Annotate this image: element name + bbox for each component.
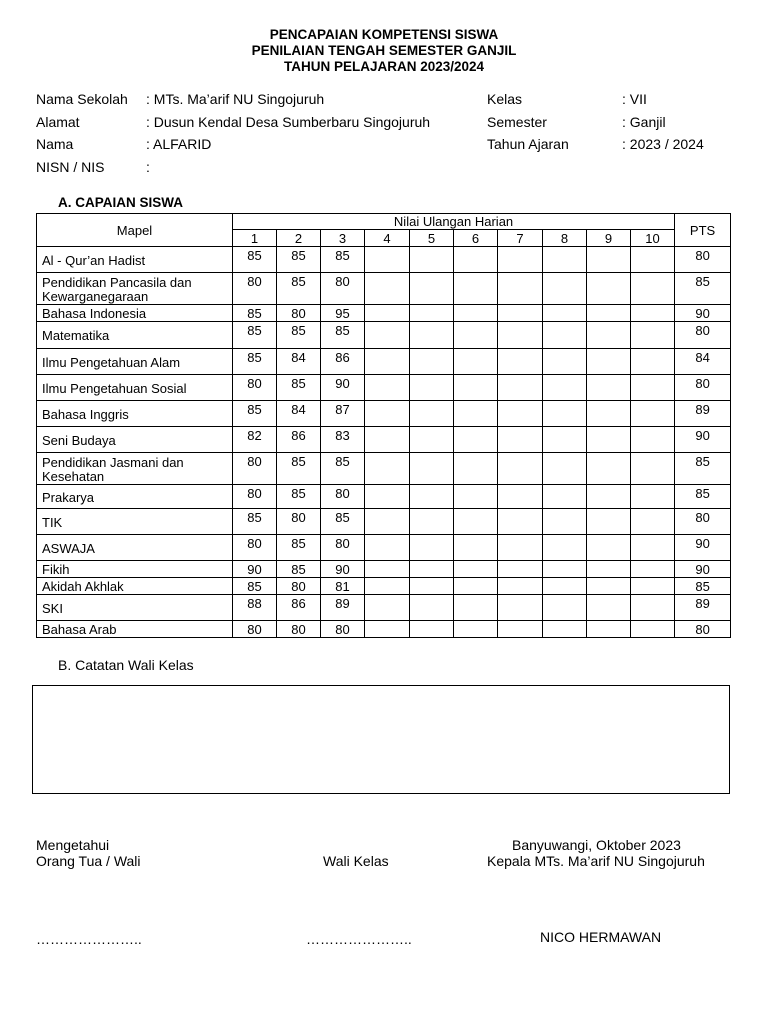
score-cell <box>587 578 631 595</box>
pts-cell: 80 <box>675 509 731 535</box>
score-cell: 84 <box>277 401 321 427</box>
score-cell <box>365 375 410 401</box>
mapel-cell: Fikih <box>37 561 233 578</box>
score-cell: 85 <box>277 453 321 485</box>
score-cell <box>498 322 543 349</box>
score-cell <box>498 509 543 535</box>
score-cell <box>587 509 631 535</box>
nilai-header: Nilai Ulangan Harian <box>233 214 675 230</box>
score-cell <box>454 322 498 349</box>
info-value: : 2023 / 2024 <box>622 136 704 152</box>
score-cell <box>410 578 454 595</box>
pts-cell: 85 <box>675 578 731 595</box>
column-number-header: 1 <box>233 230 277 247</box>
score-cell: 85 <box>277 273 321 305</box>
score-cell <box>587 247 631 273</box>
score-cell: 85 <box>321 322 365 349</box>
signature-line-parent: ………………….. <box>36 931 142 947</box>
score-cell <box>498 621 543 638</box>
score-cell <box>410 305 454 322</box>
table-row <box>37 453 731 485</box>
score-cell <box>543 535 587 561</box>
score-cell: 80 <box>233 535 277 561</box>
score-cell: 80 <box>233 273 277 305</box>
score-cell <box>587 273 631 305</box>
score-cell <box>410 322 454 349</box>
score-cell: 86 <box>321 349 365 375</box>
column-number-header: 8 <box>543 230 587 247</box>
pts-cell: 85 <box>675 273 731 305</box>
score-cell <box>631 621 675 638</box>
score-cell <box>410 595 454 621</box>
score-cell <box>587 595 631 621</box>
score-cell <box>454 453 498 485</box>
table-row <box>37 595 731 621</box>
pts-cell: 80 <box>675 375 731 401</box>
score-cell <box>631 305 675 322</box>
score-cell <box>587 535 631 561</box>
section-a-title: A. CAPAIAN SISWA <box>58 195 184 210</box>
score-cell <box>410 427 454 453</box>
info-label: Semester <box>487 113 547 130</box>
score-cell <box>631 349 675 375</box>
score-cell <box>410 561 454 578</box>
score-cell: 80 <box>233 485 277 509</box>
score-cell <box>454 401 498 427</box>
score-cell <box>498 595 543 621</box>
score-cell <box>410 535 454 561</box>
table-row <box>37 578 731 595</box>
score-cell <box>587 375 631 401</box>
score-cell <box>365 485 410 509</box>
score-cell: 85 <box>233 247 277 273</box>
info-row-alamat <box>36 111 430 134</box>
header-subtitle: PENILAIAN TENGAH SEMESTER GANJIL <box>251 43 517 58</box>
score-cell: 80 <box>321 273 365 305</box>
score-cell <box>587 427 631 453</box>
score-cell: 89 <box>321 595 365 621</box>
table-row <box>37 485 731 509</box>
score-cell <box>543 305 587 322</box>
info-row-nama-sekolah <box>36 88 430 111</box>
column-number-header: 2 <box>277 230 321 247</box>
score-cell <box>543 561 587 578</box>
score-cell <box>631 401 675 427</box>
score-cell <box>587 621 631 638</box>
column-number-header: 4 <box>365 230 410 247</box>
score-cell <box>410 453 454 485</box>
score-cell <box>454 509 498 535</box>
table-row <box>37 535 731 561</box>
score-cell: 85 <box>277 247 321 273</box>
score-cell: 85 <box>321 247 365 273</box>
score-cell: 90 <box>233 561 277 578</box>
mapel-header: Mapel <box>37 214 233 247</box>
score-cell <box>543 485 587 509</box>
student-info-left <box>36 88 430 178</box>
score-cell: 85 <box>233 578 277 595</box>
score-cell: 85 <box>277 535 321 561</box>
score-cell: 81 <box>321 578 365 595</box>
score-cell <box>454 427 498 453</box>
mapel-cell: Ilmu Pengetahuan Alam <box>37 349 233 375</box>
mapel-cell: Bahasa Indonesia <box>37 305 233 322</box>
kepala-title: Kepala MTs. Ma’arif NU Singojuruh <box>487 853 705 869</box>
score-cell: 83 <box>321 427 365 453</box>
score-cell: 85 <box>233 322 277 349</box>
column-number-header: 7 <box>498 230 543 247</box>
score-cell <box>365 595 410 621</box>
score-cell <box>498 401 543 427</box>
score-cell <box>631 322 675 349</box>
pts-cell: 80 <box>675 247 731 273</box>
score-cell <box>410 401 454 427</box>
score-cell <box>631 273 675 305</box>
score-cell: 80 <box>277 578 321 595</box>
score-cell <box>454 561 498 578</box>
wali-kelas-label: Wali Kelas <box>323 853 389 869</box>
mapel-cell: Al - Qur’an Hadist <box>37 247 233 273</box>
table-header-row <box>37 214 731 230</box>
score-cell <box>498 561 543 578</box>
score-cell <box>498 535 543 561</box>
info-value: : Ganjil <box>622 113 666 130</box>
score-cell: 85 <box>277 485 321 509</box>
score-cell <box>454 375 498 401</box>
score-cell <box>498 273 543 305</box>
score-cell <box>410 247 454 273</box>
score-cell <box>454 305 498 322</box>
pts-cell: 80 <box>675 621 731 638</box>
info-row-nama <box>36 133 430 156</box>
score-cell: 86 <box>277 595 321 621</box>
info-value: : VII <box>622 91 647 107</box>
score-cell <box>498 485 543 509</box>
column-number-header: 9 <box>587 230 631 247</box>
header-year: TAHUN PELAJARAN 2023/2024 <box>283 59 485 74</box>
column-number-header: 6 <box>454 230 498 247</box>
pts-header: PTS <box>675 214 731 247</box>
score-cell <box>365 561 410 578</box>
score-cell <box>410 273 454 305</box>
score-cell <box>587 485 631 509</box>
info-label: NISN / NIS <box>36 158 105 175</box>
score-cell <box>631 427 675 453</box>
score-cell <box>498 349 543 375</box>
score-cell: 95 <box>321 305 365 322</box>
score-cell <box>631 453 675 485</box>
score-cell <box>498 375 543 401</box>
pts-cell: 90 <box>675 561 731 578</box>
grades-body <box>37 247 731 638</box>
info-label: Nama <box>36 136 74 152</box>
pts-cell: 89 <box>675 595 731 621</box>
score-cell <box>454 349 498 375</box>
section-b-title: B. Catatan Wali Kelas <box>58 657 194 673</box>
info-row-tahun-ajaran <box>487 133 704 156</box>
mapel-cell: Matematika <box>37 322 233 349</box>
score-cell <box>543 401 587 427</box>
mapel-cell: ASWAJA <box>37 535 233 561</box>
info-value: : Dusun Kendal Desa Sumberbaru Singojuruh <box>146 113 431 130</box>
pts-cell: 89 <box>675 401 731 427</box>
score-cell <box>587 349 631 375</box>
score-cell <box>498 427 543 453</box>
score-cell: 84 <box>277 349 321 375</box>
score-cell: 80 <box>277 305 321 322</box>
score-cell <box>454 535 498 561</box>
score-cell <box>543 375 587 401</box>
info-row-kelas <box>487 88 704 111</box>
table-row <box>37 322 731 349</box>
score-cell <box>631 561 675 578</box>
score-cell <box>365 273 410 305</box>
mapel-cell: Prakarya <box>37 485 233 509</box>
info-value: : ALFARID <box>146 136 212 152</box>
pts-cell: 85 <box>675 453 731 485</box>
info-label: Alamat <box>36 113 80 130</box>
mapel-cell: Seni Budaya <box>37 427 233 453</box>
mapel-cell: Bahasa Arab <box>37 621 233 638</box>
score-cell <box>587 305 631 322</box>
score-cell: 85 <box>277 561 321 578</box>
student-info-right <box>487 88 704 156</box>
score-cell: 85 <box>233 305 277 322</box>
info-label: Kelas <box>487 91 523 107</box>
signature-line-wali: ………………….. <box>306 931 412 947</box>
pts-cell: 85 <box>675 485 731 509</box>
info-row-nisn <box>36 156 430 179</box>
mapel-cell: Pendidikan Pancasila dan Kewarganegaraan <box>37 273 233 305</box>
score-cell <box>543 247 587 273</box>
header-title: PENCAPAIAN KOMPETENSI SISWA <box>269 27 499 42</box>
score-cell <box>631 485 675 509</box>
table-row <box>37 509 731 535</box>
mapel-cell: Ilmu Pengetahuan Sosial <box>37 375 233 401</box>
score-cell: 85 <box>277 322 321 349</box>
table-row <box>37 247 731 273</box>
info-label: Nama Sekolah <box>36 91 128 107</box>
score-cell <box>543 349 587 375</box>
catatan-box <box>32 685 730 794</box>
column-number-header: 10 <box>631 230 675 247</box>
score-cell <box>410 485 454 509</box>
table-row <box>37 375 731 401</box>
info-label: Tahun Ajaran <box>487 136 569 152</box>
score-cell <box>498 305 543 322</box>
table-row <box>37 305 731 322</box>
score-cell: 85 <box>233 349 277 375</box>
table-row <box>37 401 731 427</box>
score-cell: 80 <box>233 621 277 638</box>
score-cell <box>543 427 587 453</box>
score-cell <box>498 453 543 485</box>
score-cell <box>543 509 587 535</box>
score-cell <box>365 578 410 595</box>
score-cell: 80 <box>233 453 277 485</box>
pts-cell: 90 <box>675 535 731 561</box>
score-cell: 80 <box>321 535 365 561</box>
score-cell <box>410 621 454 638</box>
score-cell <box>543 273 587 305</box>
score-cell <box>543 595 587 621</box>
score-cell <box>631 375 675 401</box>
score-cell <box>410 375 454 401</box>
score-cell <box>543 621 587 638</box>
grades-table <box>36 213 731 638</box>
score-cell <box>365 621 410 638</box>
score-cell <box>454 578 498 595</box>
score-cell: 88 <box>233 595 277 621</box>
score-cell <box>365 535 410 561</box>
mapel-cell: SKI <box>37 595 233 621</box>
score-cell: 87 <box>321 401 365 427</box>
score-cell <box>365 427 410 453</box>
score-cell: 90 <box>321 375 365 401</box>
mengetahui-label: Mengetahui <box>36 837 110 853</box>
score-cell: 82 <box>233 427 277 453</box>
info-row-semester <box>487 111 704 134</box>
score-cell: 85 <box>233 401 277 427</box>
pts-cell: 90 <box>675 305 731 322</box>
score-cell <box>454 273 498 305</box>
score-cell <box>631 595 675 621</box>
score-cell: 80 <box>321 485 365 509</box>
score-cell <box>454 247 498 273</box>
pts-cell: 84 <box>675 349 731 375</box>
score-cell: 86 <box>277 427 321 453</box>
table-row <box>37 561 731 578</box>
info-value: : <box>146 158 150 175</box>
score-cell <box>454 621 498 638</box>
score-cell <box>365 453 410 485</box>
kepala-name: NICO HERMAWAN <box>540 929 662 945</box>
table-row <box>37 427 731 453</box>
score-cell: 80 <box>277 509 321 535</box>
pts-cell: 80 <box>675 322 731 349</box>
score-cell: 85 <box>321 453 365 485</box>
score-cell <box>631 535 675 561</box>
score-cell: 85 <box>277 375 321 401</box>
table-row <box>37 349 731 375</box>
signature-parent <box>36 837 141 869</box>
score-cell: 85 <box>233 509 277 535</box>
mapel-cell: Pendidikan Jasmani dan Kesehatan <box>37 453 233 485</box>
column-number-header: 5 <box>410 230 454 247</box>
score-cell <box>365 322 410 349</box>
mapel-cell: Akidah Akhlak <box>37 578 233 595</box>
document-header <box>0 27 768 75</box>
score-cell <box>587 322 631 349</box>
score-cell <box>587 561 631 578</box>
score-cell <box>543 578 587 595</box>
score-cell <box>631 247 675 273</box>
pts-cell: 90 <box>675 427 731 453</box>
score-cell <box>543 322 587 349</box>
score-cell <box>498 578 543 595</box>
mapel-cell: TIK <box>37 509 233 535</box>
score-cell: 80 <box>233 375 277 401</box>
mapel-cell: Bahasa Inggris <box>37 401 233 427</box>
orang-tua-label: Orang Tua / Wali <box>36 853 141 869</box>
score-cell <box>498 247 543 273</box>
score-cell <box>631 578 675 595</box>
score-cell <box>365 247 410 273</box>
score-cell <box>587 401 631 427</box>
score-cell: 80 <box>321 621 365 638</box>
score-cell: 90 <box>321 561 365 578</box>
score-cell <box>454 595 498 621</box>
score-cell <box>365 401 410 427</box>
score-cell <box>631 509 675 535</box>
info-value: : MTs. Ma’arif NU Singojuruh <box>146 91 325 107</box>
place-date: Banyuwangi, Oktober 2023 <box>512 837 681 853</box>
score-cell <box>365 305 410 322</box>
score-cell: 85 <box>321 509 365 535</box>
score-cell <box>410 349 454 375</box>
score-cell <box>454 485 498 509</box>
score-cell <box>587 453 631 485</box>
column-number-header: 3 <box>321 230 365 247</box>
score-cell <box>365 509 410 535</box>
score-cell <box>410 509 454 535</box>
score-cell: 80 <box>277 621 321 638</box>
score-cell <box>365 349 410 375</box>
table-row <box>37 621 731 638</box>
score-cell <box>543 453 587 485</box>
table-row <box>37 273 731 305</box>
